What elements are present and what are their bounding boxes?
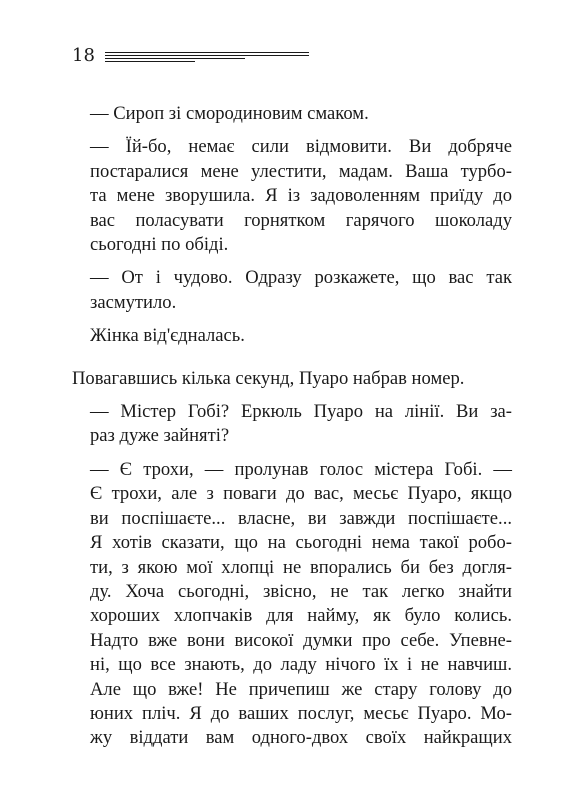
text-line: хороших хлопчаків для найму, як було колись.: [90, 605, 512, 627]
text-line: Але що вже! Не причепиш же стару голову до: [90, 678, 512, 700]
text-line: ви поспішаєте... власне, ви завжди поспішаєте...: [90, 507, 512, 529]
header-rule-line: [105, 61, 195, 62]
text-line: юних пліч. Я до ваших послуг, месьє Пуаро. Мо-: [90, 702, 512, 724]
text-line: раз дуже зайняті?: [90, 425, 230, 447]
text-line: Жінка від'єдналась.: [90, 325, 245, 347]
text-line: Я хотів сказати, що на сьогодні нема такої робо-: [90, 532, 512, 554]
text-line: та мене зворушила. Я із задоволенням приїду до: [90, 185, 512, 207]
text-line: — Містер Гобі? Еркюль Пуаро на лінії. Ви за-: [90, 401, 512, 423]
text-line: засмутило.: [90, 291, 177, 313]
text-line: ду. Хоча сьогодні, звісно, не так легко знайти: [90, 580, 512, 602]
header-rule-line: [105, 58, 245, 59]
header-rule: [105, 50, 309, 62]
paragraph: [72, 367, 512, 391]
text-line: — Є трохи, — пролунав голос містера Гобі. —: [90, 458, 512, 480]
paragraph: [72, 324, 512, 348]
text-line: ні, що все знають, до ладу нічого їх і не навчиш.: [90, 654, 512, 676]
paragraph: [72, 266, 512, 315]
text-line: ти, з якою мої хлопці не впорались би без догля-: [90, 556, 512, 578]
header-rule-line: [105, 52, 309, 53]
header-rule-line: [105, 55, 309, 56]
text-line: — Сироп зі смородиновим смаком.: [90, 103, 369, 124]
text-line: — Їй-бо, немає сили відмовити. Ви добряче: [90, 136, 512, 158]
paragraph: [72, 458, 512, 751]
text-line: Є трохи, але з поваги до вас, месьє Пуаро, якщо: [90, 483, 512, 505]
text-line: жу віддати вам одного-двох своїх найкращих: [90, 727, 512, 749]
paragraph: [72, 102, 512, 126]
text-line: постаралися мене улестити, мадам. Ваша турбо-: [90, 160, 512, 182]
page-header: [72, 44, 309, 68]
text-line: Повагавшись кілька секунд, Пуаро набрав номер.: [72, 367, 465, 389]
page-number: 18: [72, 45, 95, 66]
body-text: [72, 102, 512, 760]
text-line: Надто вже вони високої думки про себе. Упевне-: [90, 629, 512, 651]
text-line: сьогодні по обіді.: [90, 234, 229, 256]
paragraph: [72, 400, 512, 449]
paragraph: [72, 135, 512, 257]
text-line: — От і чудово. Одразу розкажете, що вас так: [90, 267, 512, 289]
text-line: вас поласувати горнятком гарячого шоколаду: [90, 209, 512, 231]
